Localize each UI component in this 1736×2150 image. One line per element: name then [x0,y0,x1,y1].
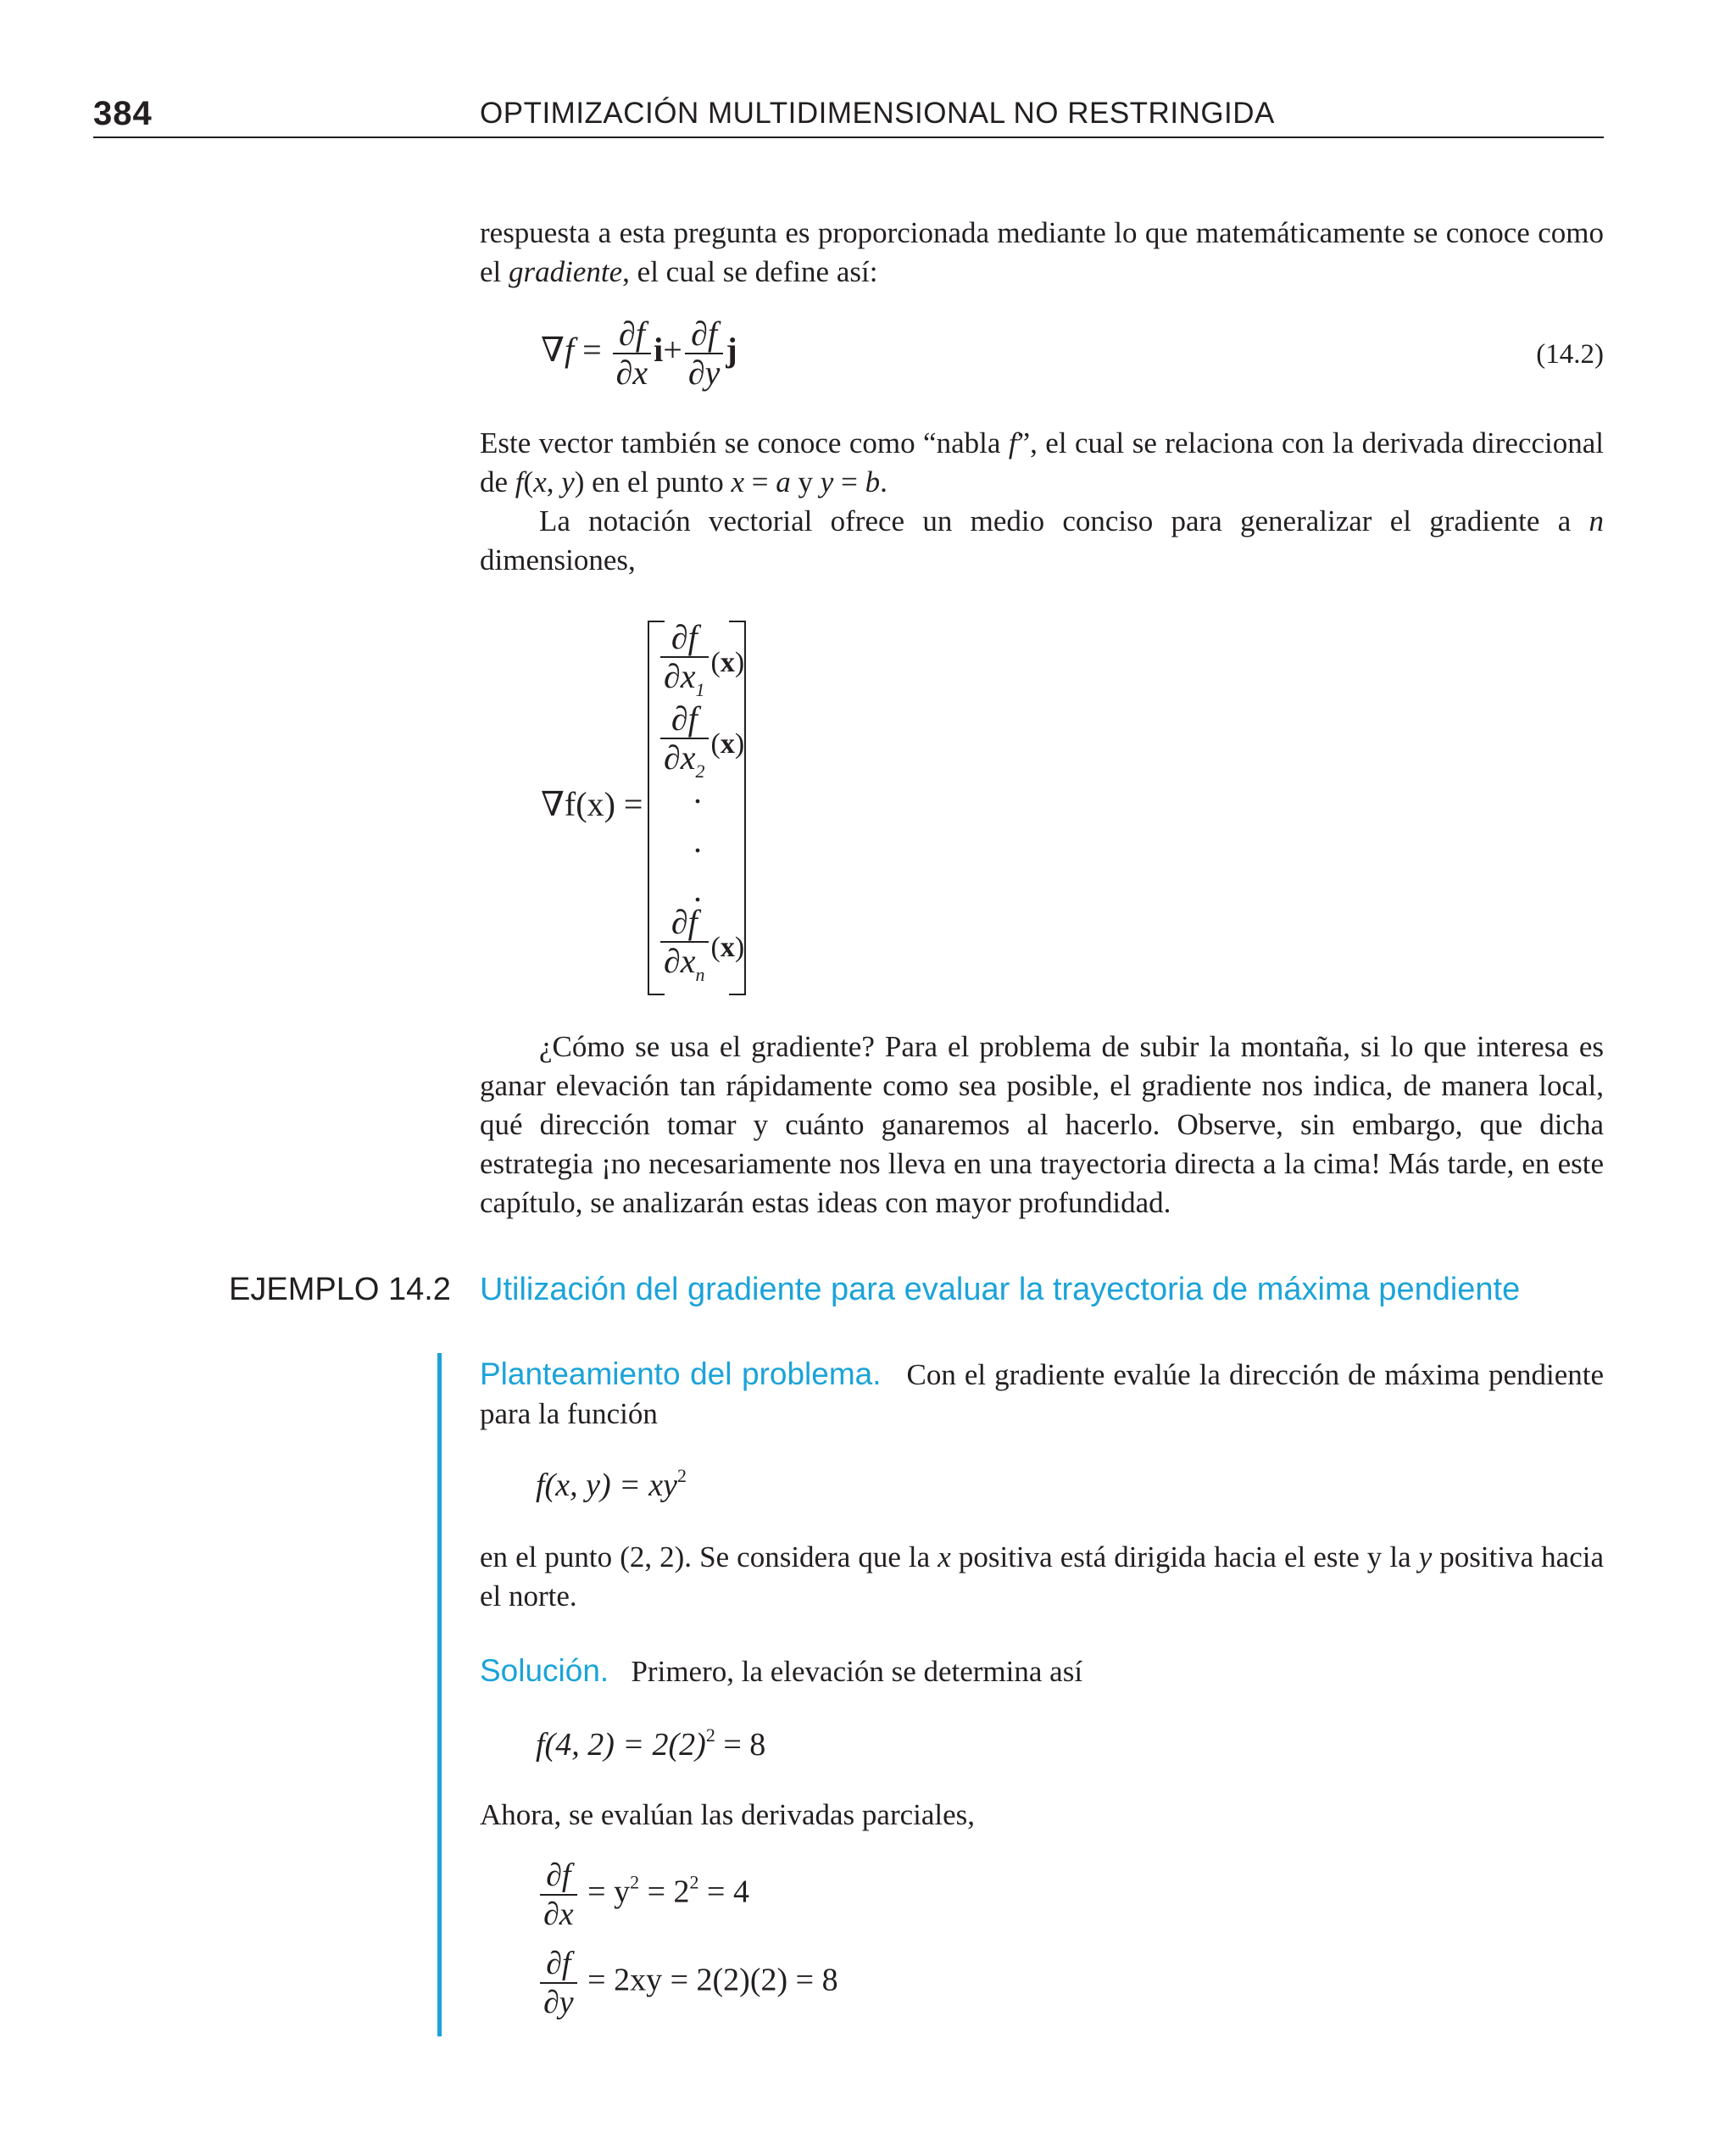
point-paragraph: en el punto (2, 2). Se considera que la x positiva está dirigida hacia el este y la y positiva hacia el norte. [480,1540,1605,1612]
example-label: EJEMPLO 14.2 [229,1272,451,1307]
page-number: 384 [93,95,153,132]
usage-paragraph: ¿Cómo se usa el gradiente? Para el problema de subir la montaña, si lo que interesa es ganar elevación tan rápidamente como sea posible, el gradiente nos indica, de manera local, qué dirección tomar y cuánto ganaremos al hacerlo. Observe, sin embargo, que dicha estrategia ¡no necesariamente nos lleva en una trayectoria directa a la cima! Más tarde, en este capítulo, se analizarán estas ideas con mayor profundidad. [480,1030,1604,1219]
intro-paragraph: respuesta a esta pregunta es proporcionada mediante lo que matemáticamente se conoce como el gradiente, el cual se define así: [480,216,1604,288]
gradient-vector-lhs: ∇f(x) = [541,785,643,823]
equation-14-2: ∇f = $\frac{\partial f}{\partial x}$ i+ $\frac{\partial f}{\partial y}$ j [541,315,737,392]
vector-ellipsis-dot-1: . [693,772,702,810]
vector-entry-2: $\frac{\partial f}{\partial x_2}$ (x) [658,700,744,790]
partial-y-equation: $\frac{\partial f}{\partial y}$ = 2xy = 2(2)(2) = 8 [537,1945,838,2021]
function-equation: f(x, $y) = xy^2$ [536,1465,687,1503]
equation-number: (14.2) [1536,339,1604,370]
vector-entry-n: $\frac{\partial f}{\partial x_n}$ (x) [658,904,744,994]
vector-ellipsis-dot-3: . [693,871,702,909]
solution-heading: Solución. [480,1653,609,1688]
vector-ellipsis-dot-2: . [693,822,702,860]
problem-statement: Planteamiento del problema. Con el gradiente evalúe la dirección de máxima pendiente para la función [480,1356,1605,1430]
fraction-df-dy: $\frac{\partial f}{\partial y}$ [685,315,724,392]
fraction-df-dx: $\frac{\partial f}{\partial x}$ [613,315,652,392]
example-title: Utilización del gradiente para evaluar la trayectoria de máxima pendiente [480,1272,1521,1307]
nabla-paragraph: Este vector también se conoce como “nabla f”, el cual se relaciona con la derivada direccional de f(x, y) en el punto x = a y y = b. La notación vectorial ofrece un medio conciso para generalizar el gradiente a n dimensiones, [480,426,1604,576]
running-title: OPTIMIZACIÓN MULTIDIMENSIONAL NO RESTRINGIDA [480,97,1275,130]
header-rule [93,136,1604,138]
partial-x-equation: $\frac{\partial f}{\partial x}$ = $y^2 = 2^2 = 4$ [537,1857,749,1933]
example-side-rule [437,1353,442,2036]
partials-intro: Ahora, se evalúan las derivadas parciales, [480,1798,976,1831]
vector-entry-1: $\frac{\partial f}{\partial x_1}$ (x) [658,619,744,709]
solution-line: Solución. Primero, la elevación se determina así [480,1653,1083,1688]
elevation-equation: f(4, $2) = 2(2)^2 = 8$ [536,1724,766,1763]
problem-heading: Planteamiento del problema. [480,1356,882,1391]
